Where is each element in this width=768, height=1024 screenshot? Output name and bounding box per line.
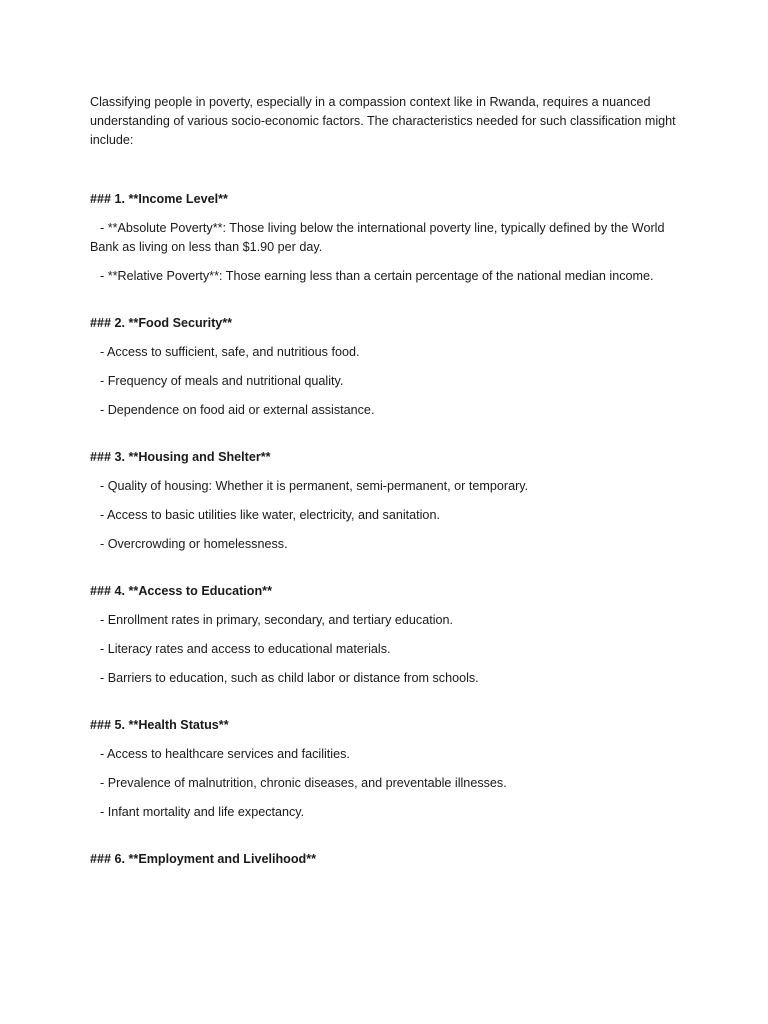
- section-heading: ### 4. **Access to Education**: [90, 584, 272, 598]
- section-employment-livelihood: [90, 850, 680, 869]
- list-item-text: - Quality of housing: Whether it is permanent, semi-permanent, or temporary.: [100, 479, 529, 493]
- list-item-text: - **Relative Poverty**: Those earning less than a certain percentage of the national median income.: [100, 269, 654, 283]
- list-item: [90, 343, 680, 362]
- list-item: [90, 611, 680, 630]
- list-item-text: - Literacy rates and access to educational materials.: [100, 642, 391, 656]
- list-item: [90, 372, 680, 391]
- list-item-text: - Infant mortality and life expectancy.: [100, 805, 305, 819]
- list-item-text: - Overcrowding or homelessness.: [100, 537, 288, 551]
- list-item: [90, 774, 680, 793]
- section-heading: ### 6. **Employment and Livelihood**: [90, 852, 317, 866]
- list-item: [90, 219, 680, 257]
- list-item: [90, 745, 680, 764]
- list-item: [90, 669, 680, 688]
- list-item: [90, 401, 680, 420]
- list-item-text: - Access to healthcare services and facilities.: [100, 747, 350, 761]
- list-item: [90, 506, 680, 525]
- list-item-text: - Frequency of meals and nutritional quality.: [100, 374, 344, 388]
- list-item: [90, 803, 680, 822]
- section-income-level: [90, 190, 680, 286]
- list-item-text: - Access to sufficient, safe, and nutritious food.: [100, 345, 360, 359]
- document-page: [90, 93, 680, 897]
- list-item: [90, 267, 680, 286]
- section-access-education: [90, 582, 680, 688]
- list-item-text: - Enrollment rates in primary, secondary, and tertiary education.: [100, 613, 454, 627]
- list-item-text: - Prevalence of malnutrition, chronic diseases, and preventable illnesses.: [100, 776, 507, 790]
- intro-paragraph: Classifying people in poverty, especially in a compassion context like in Rwanda, requires a nuanced understanding of various socio-economic factors. The characteristics needed for such classification might include:: [90, 95, 676, 147]
- list-item-text: - **Absolute Poverty**: Those living below the international poverty line, typically defined by the World Bank as living on less than $1.90 per day.: [90, 221, 665, 254]
- section-heading: ### 1. **Income Level**: [90, 192, 228, 206]
- list-item: [90, 640, 680, 659]
- section-heading: ### 5. **Health Status**: [90, 718, 229, 732]
- section-heading: ### 2. **Food Security**: [90, 316, 233, 330]
- section-heading: ### 3. **Housing and Shelter**: [90, 450, 271, 464]
- list-item-text: - Barriers to education, such as child labor or distance from schools.: [100, 671, 479, 685]
- list-item-text: - Dependence on food aid or external assistance.: [100, 403, 375, 417]
- list-item-text: - Access to basic utilities like water, electricity, and sanitation.: [100, 508, 440, 522]
- section-food-security: [90, 314, 680, 420]
- list-item: [90, 535, 680, 554]
- section-housing-shelter: [90, 448, 680, 554]
- list-item: [90, 477, 680, 496]
- section-health-status: [90, 716, 680, 822]
